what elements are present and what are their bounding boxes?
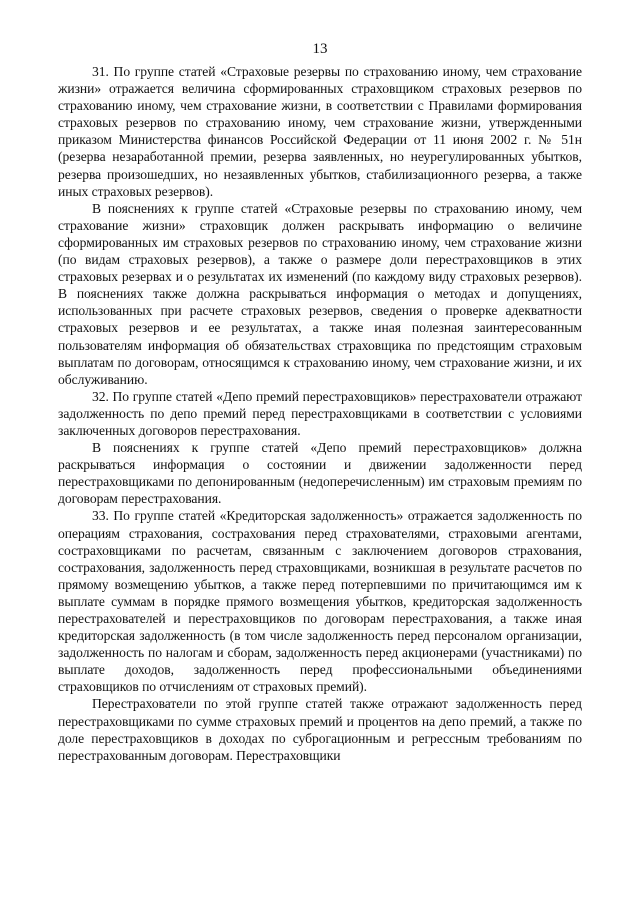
- paragraph-33-reinsurers: Перестрахователи по этой группе статей также отражают задолженность перед перестраховщиками по сумме страховых премий и процентов на депо премий, а также по доле перестраховщиков в доходах по суброгационным и регрессным требованиям по перестрахованным договорам. Перестраховщики: [58, 696, 582, 763]
- paragraph-31: 31. По группе статей «Страховые резервы по страхованию иному, чем страхование жизни» отражается величина сформированных страховщиком страховых резервов по страхованию иному, чем страхование жизни, в соответствии с Правилами формирования страховых резервов по страхованию иному, чем страхование жизни, утвержденными приказом Министерства финансов Российской Федерации от 11 июня 2002 г. № 51н (резерва незаработанной премии, резерва заявленных, но неурегулированных убытков, резерва произошедших, но незаявленных убытков, стабилизационного резерва, а также иных страховых резервов).: [58, 64, 582, 199]
- paragraph-32-explanations: В пояснениях к группе статей «Депо премий перестраховщиков» должна раскрываться информация о состоянии и движении задолженности перед перестраховщиками по депонированным (недоперечисленным) им страховым премиям по договорам перестрахования.: [58, 440, 582, 507]
- document-body: [58, 63, 582, 764]
- paragraph-32: 32. По группе статей «Депо премий перестраховщиков» перестрахователи отражают задолженность по депо премий перед перестраховщиками в соответствии с условиями заключенных договоров перестрахования.: [58, 388, 582, 438]
- page-number: 13: [312, 41, 328, 57]
- paragraph-31-explanations: В пояснениях к группе статей «Страховые резервы по страхованию иному, чем страхование жизни» страховщик должен раскрывать информацию о величине сформированных им страховых резервов по страхованию иному, чем страхование жизни (по видам страховых резервов), а также о размере доли перестраховщиков в этих страховых резервах и о результатах их изменений (по каждому виду страховых резервов). В пояснениях также должна раскрываться информация о методах и допущениях, использованных при расчете страховых резервов, сведения о проверке адекватности страховых резервов и ее результатах, а также иная полезная заинтересованным пользователям информация об обязательствах страховщика по предстоящим страховым выплатам по договорам, относящимся к страхованию иному, чем страхование жизни, и их обслуживанию.: [58, 200, 582, 387]
- paragraph-33: 33. По группе статей «Кредиторская задолженность» отражается задолженность по операциям страхования, сострахования перед страхователями, страховыми агентами, состраховщиками по расчетам, связанным с заключением договоров страхования, сострахования, задолженность перед страховщиками, возникшая в результате расчетов по прямому возмещению убытков, а также перед потерпевшими по причитающимся им к выплате суммам в порядке прямого возмещения убытков, кредиторская задолженность перестрахователей и перестраховщиков по договорам перестрахования, а также иная кредиторская задолженность (в том числе задолженность перед персоналом организации, задолженность по налогам и сборам, задолженность перед акционерами (участниками) по выплате доходов, задолженность перед профессиональными объединениями страховщиков по отчислениям от страховых премий).: [58, 508, 582, 695]
